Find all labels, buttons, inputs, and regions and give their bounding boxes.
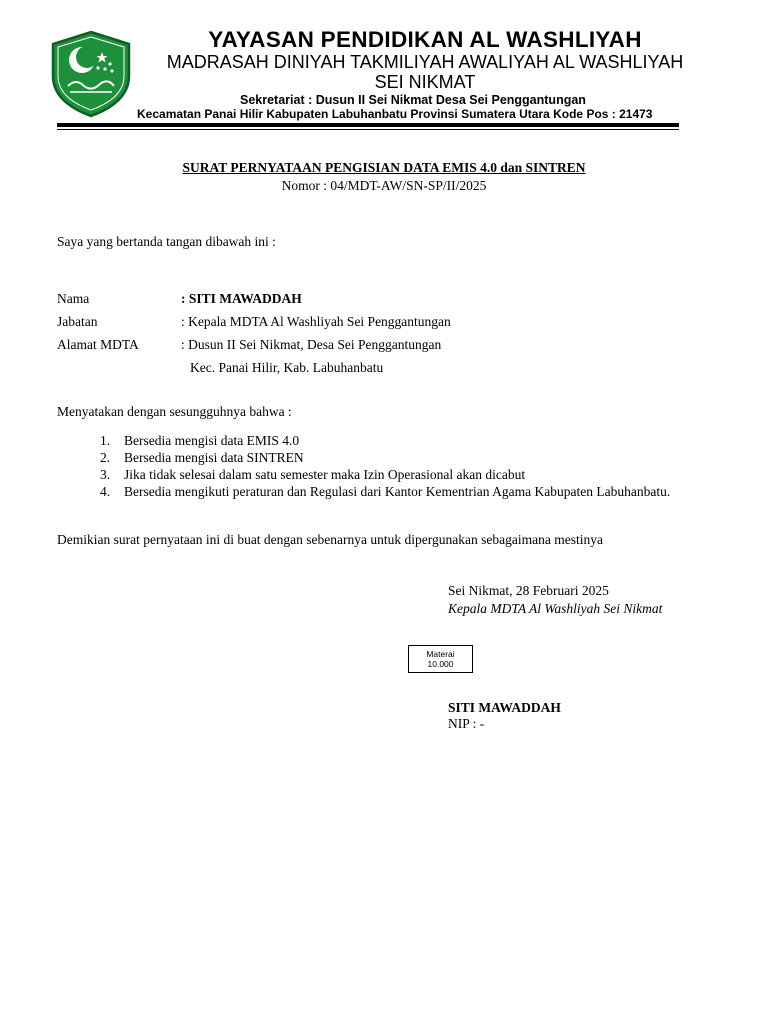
document-title: SURAT PERNYATAAN PENGISIAN DATA EMIS 4.0 dan SINTREN: [182, 160, 586, 175]
list-item-text: Jika tidak selesai dalam satu semester maka Izin Operasional akan dicabut: [124, 467, 526, 482]
letterhead-divider-thin: [57, 129, 679, 130]
address-value-continued: Kec. Panai Hilir, Kab. Labuhanbatu: [190, 360, 384, 375]
list-item-number: 4.: [100, 484, 111, 499]
signatory-name: SITI MAWADDAH: [448, 700, 561, 715]
list-item-text: Bersedia mengisi data SINTREN: [124, 450, 304, 465]
list-item-number: 3.: [100, 467, 111, 482]
name-label: Nama: [57, 291, 90, 306]
stamp-duty-box: [408, 645, 473, 673]
list-item-text: Bersedia mengikuti peraturan dan Regulasi dari Kantor Kementrian Agama Kabupaten Labuhanbatu.: [124, 484, 671, 499]
document-number: Nomor : 04/MDT-AW/SN-SP/II/2025: [281, 178, 487, 193]
list-item: [100, 432, 710, 449]
signature-place-date: Sei Nikmat, 28 Februari 2025: [448, 583, 609, 598]
statement-intro: Menyatakan dengan sesungguhnya bahwa :: [57, 404, 292, 419]
letterhead-subtitle: MADRASAH DINIYAH TAKMILIYAH AWALIYAH AL WASHLIYAH: [166, 52, 684, 72]
stamp-label: Materai: [426, 649, 455, 659]
intro-text: Saya yang bertanda tangan dibawah ini :: [57, 234, 276, 249]
address-label: Alamat MDTA: [57, 337, 139, 352]
position-value: : Kepala MDTA Al Washliyah Sei Penggantungan: [181, 314, 451, 329]
letterhead-title: YAYASAN PENDIDIKAN AL WASHLIYAH: [208, 27, 642, 52]
name-value: : SITI MAWADDAH: [181, 291, 302, 306]
letterhead-address: Kecamatan Panai Hilir Kabupaten Labuhanbatu Provinsi Sumatera Utara Kode Pos : 21473: [137, 107, 653, 121]
closing-text: Demikian surat pernyataan ini di buat dengan sebenarnya untuk dipergunakan sebagaimana mestinya: [57, 532, 603, 547]
list-item-number: 2.: [100, 450, 111, 465]
list-item: [100, 483, 710, 500]
list-item-text: Bersedia mengisi data EMIS 4.0: [124, 433, 300, 448]
letterhead-secretariat: Sekretariat : Dusun II Sei Nikmat Desa Sei Penggantungan: [240, 93, 586, 107]
signature-role: Kepala MDTA Al Washliyah Sei Nikmat: [448, 601, 663, 616]
address-value: : Dusun II Sei Nikmat, Desa Sei Penggantungan: [181, 337, 442, 352]
statement-list: [100, 432, 710, 500]
list-item-number: 1.: [100, 433, 111, 448]
list-item: [100, 466, 710, 483]
letterhead-divider: [57, 123, 679, 127]
list-item: [100, 449, 710, 466]
stamp-value: 10.000: [427, 659, 454, 669]
letterhead-subtitle-location: SEI NIKMAT: [374, 72, 476, 92]
position-label: Jabatan: [57, 314, 98, 329]
signatory-nip: NIP : -: [448, 716, 485, 731]
